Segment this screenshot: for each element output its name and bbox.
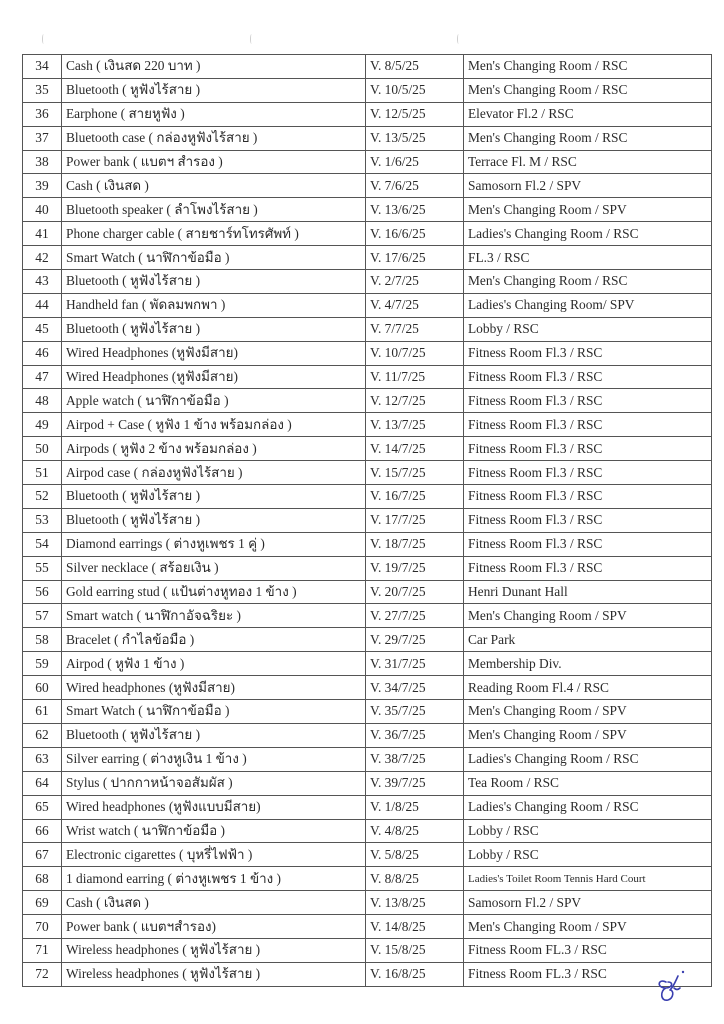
found-location: Men's Changing Room / RSC [464,270,712,294]
table-row [23,174,712,198]
row-number: 61 [23,700,62,724]
row-number: 59 [23,652,62,676]
row-number: 63 [23,747,62,771]
table-row [23,938,712,962]
scan-artifact [42,34,45,44]
found-location: Men's Changing Room / RSC [464,55,712,79]
table-row [23,150,712,174]
item-description: Airpod + Case ( หูฟัง 1 ข้าง พร้อมกล่อง ) [62,413,366,437]
record-code: V. 39/7/25 [366,771,464,795]
table-row [23,222,712,246]
item-description: Bracelet ( กำไลข้อมือ ) [62,628,366,652]
found-location: Fitness Room Fl.3 / RSC [464,556,712,580]
found-location: Ladies's Changing Room / RSC [464,795,712,819]
found-location: Reading Room Fl.4 / RSC [464,676,712,700]
table-row [23,317,712,341]
found-location: Men's Changing Room / SPV [464,198,712,222]
signature-icon [652,968,692,1008]
table-row [23,532,712,556]
item-description: Gold earring stud ( แป้นต่างหูทอง 1 ข้าง ) [62,580,366,604]
table-row [23,723,712,747]
record-code: V. 13/5/25 [366,126,464,150]
item-description: Wireless headphones ( หูฟังไร้สาย ) [62,938,366,962]
item-description: Smart Watch ( นาฬิกาข้อมือ ) [62,246,366,270]
found-location: Fitness Room Fl.3 / RSC [464,389,712,413]
record-code: V. 16/6/25 [366,222,464,246]
table-row [23,508,712,532]
table-row [23,485,712,509]
table-row [23,795,712,819]
record-code: V. 8/5/25 [366,55,464,79]
row-number: 46 [23,341,62,365]
table-row [23,270,712,294]
record-code: V. 38/7/25 [366,747,464,771]
item-description: Bluetooth ( หูฟังไร้สาย ) [62,270,366,294]
item-description: Bluetooth case ( กล่องหูฟังไร้สาย ) [62,126,366,150]
item-description: Wired headphones (หูฟังมีสาย) [62,676,366,700]
item-description: Wireless headphones ( หูฟังไร้สาย ) [62,962,366,986]
found-location: Membership Div. [464,652,712,676]
record-code: V. 17/7/25 [366,508,464,532]
item-description: Apple watch ( นาฬิกาข้อมือ ) [62,389,366,413]
record-code: V. 35/7/25 [366,700,464,724]
found-location: Fitness Room Fl.3 / RSC [464,437,712,461]
row-number: 36 [23,102,62,126]
found-location: FL.3 / RSC [464,246,712,270]
item-description: Bluetooth speaker ( ลำโพงไร้สาย ) [62,198,366,222]
item-description: Earphone ( สายหูฟัง ) [62,102,366,126]
item-description: Airpods ( หูฟัง 2 ข้าง พร้อมกล่อง ) [62,437,366,461]
table-row [23,652,712,676]
table-row [23,628,712,652]
found-location: Elevator Fl.2 / RSC [464,102,712,126]
found-location: Fitness Room Fl.3 / RSC [464,413,712,437]
record-code: V. 27/7/25 [366,604,464,628]
found-location: Fitness Room Fl.3 / RSC [464,508,712,532]
row-number: 49 [23,413,62,437]
found-location: Fitness Room Fl.3 / RSC [464,461,712,485]
found-location: Fitness Room FL.3 / RSC [464,938,712,962]
item-description: Handheld fan ( พัดลมพกพา ) [62,293,366,317]
table-row [23,126,712,150]
record-code: V. 4/7/25 [366,293,464,317]
item-description: Stylus ( ปากกาหน้าจอสัมผัส ) [62,771,366,795]
row-number: 56 [23,580,62,604]
item-description: Wrist watch ( นาฬิกาข้อมือ ) [62,819,366,843]
table-row [23,676,712,700]
record-code: V. 19/7/25 [366,556,464,580]
row-number: 65 [23,795,62,819]
record-code: V. 10/7/25 [366,341,464,365]
record-code: V. 11/7/25 [366,365,464,389]
row-number: 44 [23,293,62,317]
row-number: 35 [23,78,62,102]
row-number: 51 [23,461,62,485]
scan-artifact [457,34,460,44]
row-number: 41 [23,222,62,246]
item-description: Cash ( เงินสด ) [62,174,366,198]
table-row [23,246,712,270]
found-location: Fitness Room Fl.3 / RSC [464,485,712,509]
record-code: V. 18/7/25 [366,532,464,556]
row-number: 40 [23,198,62,222]
record-code: V. 17/6/25 [366,246,464,270]
row-number: 45 [23,317,62,341]
record-code: V. 15/8/25 [366,938,464,962]
item-description: Electronic cigarettes ( บุหรี่ไฟฟ้า ) [62,843,366,867]
row-number: 67 [23,843,62,867]
table-row [23,962,712,986]
row-number: 58 [23,628,62,652]
row-number: 64 [23,771,62,795]
table-row [23,867,712,891]
row-number: 62 [23,723,62,747]
row-number: 34 [23,55,62,79]
row-number: 54 [23,532,62,556]
item-description: Wired headphones (หูฟังแบบมีสาย) [62,795,366,819]
record-code: V. 13/6/25 [366,198,464,222]
found-location: Men's Changing Room / RSC [464,126,712,150]
record-code: V. 7/6/25 [366,174,464,198]
row-number: 42 [23,246,62,270]
table-row [23,843,712,867]
item-description: Bluetooth ( หูฟังไร้สาย ) [62,485,366,509]
found-location: Men's Changing Room / SPV [464,723,712,747]
item-description: Silver necklace ( สร้อยเงิน ) [62,556,366,580]
table-row [23,700,712,724]
found-location: Men's Changing Room / SPV [464,915,712,939]
row-number: 43 [23,270,62,294]
item-description: Cash ( เงินสด 220 บาท ) [62,55,366,79]
row-number: 52 [23,485,62,509]
item-description: Bluetooth ( หูฟังไร้สาย ) [62,78,366,102]
table-body [23,55,712,987]
record-code: V. 36/7/25 [366,723,464,747]
row-number: 72 [23,962,62,986]
record-code: V. 31/7/25 [366,652,464,676]
item-description: Wired Headphones (หูฟังมีสาย) [62,365,366,389]
table-row [23,915,712,939]
found-location: Fitness Room FL.3 / RSC [464,962,712,986]
row-number: 66 [23,819,62,843]
found-location: Ladies's Changing Room/ SPV [464,293,712,317]
found-location: Car Park [464,628,712,652]
item-description: Cash ( เงินสด ) [62,891,366,915]
item-description: Wired Headphones (หูฟังมีสาย) [62,341,366,365]
item-description: Diamond earrings ( ต่างหูเพชร 1 คู่ ) [62,532,366,556]
record-code: V. 4/8/25 [366,819,464,843]
item-description: Smart Watch ( นาฬิกาข้อมือ ) [62,700,366,724]
record-code: V. 16/8/25 [366,962,464,986]
record-code: V. 16/7/25 [366,485,464,509]
record-code: V. 12/7/25 [366,389,464,413]
table-row [23,437,712,461]
row-number: 47 [23,365,62,389]
table-row [23,78,712,102]
item-description: Power bank ( แบตฯ สำรอง ) [62,150,366,174]
table-row [23,556,712,580]
item-description: Bluetooth ( หูฟังไร้สาย ) [62,508,366,532]
row-number: 48 [23,389,62,413]
found-location: Lobby / RSC [464,819,712,843]
found-location: Tea Room / RSC [464,771,712,795]
table-row [23,891,712,915]
table-row [23,55,712,79]
table-row [23,461,712,485]
record-code: V. 7/7/25 [366,317,464,341]
found-location: Terrace Fl. M / RSC [464,150,712,174]
item-description: Bluetooth ( หูฟังไร้สาย ) [62,317,366,341]
row-number: 37 [23,126,62,150]
record-code: V. 8/8/25 [366,867,464,891]
item-description: Phone charger cable ( สายชาร์ทโทรศัพท์ ) [62,222,366,246]
table-row [23,819,712,843]
found-location: Men's Changing Room / RSC [464,78,712,102]
found-location: Lobby / RSC [464,843,712,867]
item-description: Bluetooth ( หูฟังไร้สาย ) [62,723,366,747]
found-location: Henri Dunant Hall [464,580,712,604]
table-row [23,365,712,389]
table-row [23,747,712,771]
item-description: Silver earring ( ต่างหูเงิน 1 ข้าง ) [62,747,366,771]
record-code: V. 15/7/25 [366,461,464,485]
found-location: Ladies's Changing Room / RSC [464,222,712,246]
found-location: Fitness Room Fl.3 / RSC [464,532,712,556]
item-description: Power bank ( แบตฯสำรอง) [62,915,366,939]
found-location: Samosorn Fl.2 / SPV [464,174,712,198]
table-row [23,580,712,604]
found-location: Fitness Room Fl.3 / RSC [464,341,712,365]
record-code: V. 34/7/25 [366,676,464,700]
item-description: Smart watch ( นาฬิกาอัจฉริยะ ) [62,604,366,628]
row-number: 71 [23,938,62,962]
item-description: Airpod ( หูฟัง 1 ข้าง ) [62,652,366,676]
found-location: Ladies's Toilet Room Tennis Hard Court [464,867,712,891]
found-location: Men's Changing Room / SPV [464,604,712,628]
record-code: V. 20/7/25 [366,580,464,604]
table-row [23,604,712,628]
table-row [23,389,712,413]
record-code: V. 10/5/25 [366,78,464,102]
found-location: Fitness Room Fl.3 / RSC [464,365,712,389]
record-code: V. 5/8/25 [366,843,464,867]
table-row [23,198,712,222]
row-number: 57 [23,604,62,628]
found-location: Lobby / RSC [464,317,712,341]
table-row [23,293,712,317]
found-location: Samosorn Fl.2 / SPV [464,891,712,915]
row-number: 50 [23,437,62,461]
found-location: Men's Changing Room / SPV [464,700,712,724]
record-code: V. 13/7/25 [366,413,464,437]
table-row [23,413,712,437]
row-number: 39 [23,174,62,198]
row-number: 53 [23,508,62,532]
record-code: V. 14/8/25 [366,915,464,939]
row-number: 69 [23,891,62,915]
item-description: 1 diamond earring ( ต่างหูเพชร 1 ข้าง ) [62,867,366,891]
row-number: 68 [23,867,62,891]
found-location: Ladies's Changing Room / RSC [464,747,712,771]
record-code: V. 14/7/25 [366,437,464,461]
record-code: V. 29/7/25 [366,628,464,652]
row-number: 70 [23,915,62,939]
record-code: V. 2/7/25 [366,270,464,294]
record-code: V. 1/8/25 [366,795,464,819]
item-description: Airpod case ( กล่องหูฟังไร้สาย ) [62,461,366,485]
row-number: 38 [23,150,62,174]
record-code: V. 13/8/25 [366,891,464,915]
record-code: V. 12/5/25 [366,102,464,126]
scan-artifact [250,34,253,44]
table-row [23,102,712,126]
table-row [23,771,712,795]
row-number: 60 [23,676,62,700]
table-row [23,341,712,365]
row-number: 55 [23,556,62,580]
lost-and-found-table [22,54,712,987]
record-code: V. 1/6/25 [366,150,464,174]
